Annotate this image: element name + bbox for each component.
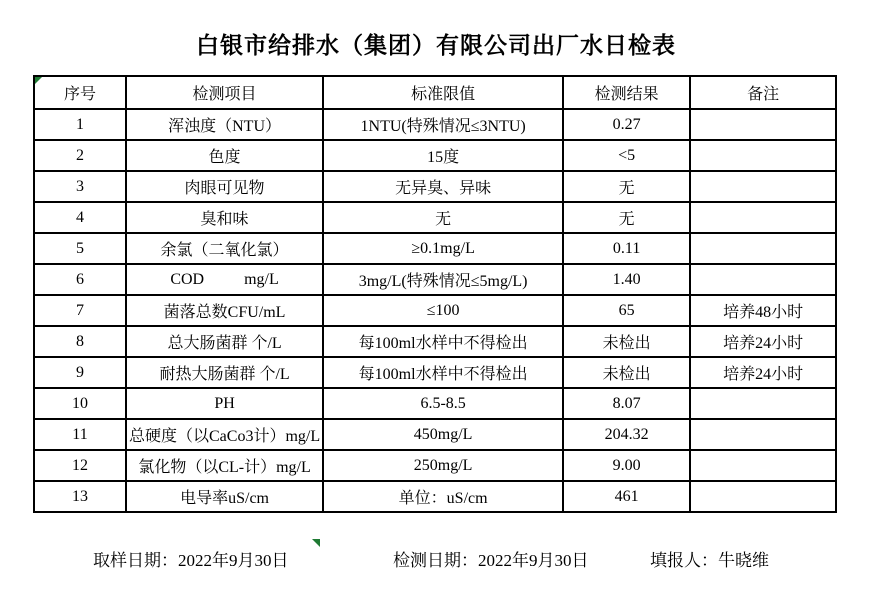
cell-item[interactable]: 菌落总数CFU/mL	[126, 295, 323, 326]
page-title: 白银市给排水（集团）有限公司出厂水日检表	[196, 33, 676, 58]
cell-no[interactable]: 8	[34, 326, 126, 357]
table-row	[34, 264, 836, 295]
table-row	[34, 388, 836, 419]
cell-remark[interactable]	[690, 481, 836, 512]
cell-remark[interactable]	[690, 202, 836, 233]
cell-remark[interactable]	[690, 388, 836, 419]
cell-item[interactable]: 臭和味	[126, 202, 323, 233]
header-cell-result[interactable]: 检测结果	[563, 76, 690, 109]
cell-limit[interactable]: ≥0.1mg/L	[323, 233, 563, 264]
cell-no[interactable]: 1	[34, 109, 126, 140]
footer	[0, 546, 872, 570]
cell-limit[interactable]: 3mg/L(特殊情况≤5mg/L)	[323, 264, 563, 295]
cell-limit[interactable]: 15度	[323, 140, 563, 171]
cell-remark[interactable]: 培养24小时	[690, 326, 836, 357]
cell-result[interactable]: 65	[563, 295, 690, 326]
cell-result[interactable]: 无	[563, 171, 690, 202]
cell-result[interactable]: 0.27	[563, 109, 690, 140]
cell-result[interactable]: 461	[563, 481, 690, 512]
cell-limit[interactable]: 无	[323, 202, 563, 233]
cell-remark[interactable]	[690, 109, 836, 140]
header-row	[34, 76, 836, 109]
header-cell-remark[interactable]: 备注	[690, 76, 836, 109]
cell-result[interactable]: <5	[563, 140, 690, 171]
cell-limit[interactable]: 无异臭、异味	[323, 171, 563, 202]
cell-no[interactable]: 11	[34, 419, 126, 450]
cell-no[interactable]: 3	[34, 171, 126, 202]
cell-result[interactable]: 无	[563, 202, 690, 233]
sampling-date-text: 取样日期：2022年9月30日	[93, 551, 289, 570]
cell-no[interactable]: 4	[34, 202, 126, 233]
cell-result[interactable]: 8.07	[563, 388, 690, 419]
cell-result[interactable]: 未检出	[563, 357, 690, 388]
cell-item[interactable]: 耐热大肠菌群 个/L	[126, 357, 323, 388]
cell-no[interactable]: 7	[34, 295, 126, 326]
table-body	[34, 109, 836, 512]
table-row	[34, 450, 836, 481]
cell-remark[interactable]: 培养24小时	[690, 357, 836, 388]
cell-remark[interactable]	[690, 419, 836, 450]
table-row	[34, 202, 836, 233]
cell-item[interactable]: 氯化物（以CL-计）mg/L	[126, 450, 323, 481]
cell-limit[interactable]: 450mg/L	[323, 419, 563, 450]
cell-remark[interactable]	[690, 140, 836, 171]
table-row	[34, 481, 836, 512]
cell-item[interactable]: 总硬度（以CaCo3计）mg/L	[126, 419, 323, 450]
cell-result[interactable]: 1.40	[563, 264, 690, 295]
cell-limit[interactable]: 1NTU(特殊情况≤3NTU)	[323, 109, 563, 140]
cell-result[interactable]: 9.00	[563, 450, 690, 481]
cell-result[interactable]: 未检出	[563, 326, 690, 357]
cell-remark[interactable]	[690, 171, 836, 202]
table-row	[34, 326, 836, 357]
cell-no[interactable]: 10	[34, 388, 126, 419]
cell-item[interactable]: 肉眼可见物	[126, 171, 323, 202]
header-cell-item[interactable]: 检测项目	[126, 76, 323, 109]
table-row	[34, 357, 836, 388]
cell-remark[interactable]	[690, 264, 836, 295]
cell-remark[interactable]: 培养48小时	[690, 295, 836, 326]
cell-item[interactable]: 浑浊度（NTU）	[126, 109, 323, 140]
cell-no[interactable]: 9	[34, 357, 126, 388]
inspection-table	[33, 75, 837, 513]
table-row	[34, 140, 836, 171]
cell-no[interactable]: 6	[34, 264, 126, 295]
cell-limit[interactable]: 6.5-8.5	[323, 388, 563, 419]
cell-no[interactable]: 12	[34, 450, 126, 481]
table-row	[34, 109, 836, 140]
cell-no[interactable]: 2	[34, 140, 126, 171]
cell-limit[interactable]: 每100ml水样中不得检出	[323, 357, 563, 388]
cell-result[interactable]: 0.11	[563, 233, 690, 264]
cell-item[interactable]: 色度	[126, 140, 323, 171]
cell-limit[interactable]: 每100ml水样中不得检出	[323, 326, 563, 357]
cell-limit[interactable]: 单位：uS/cm	[323, 481, 563, 512]
cell-result[interactable]: 204.32	[563, 419, 690, 450]
cell-item[interactable]: 总大肠菌群 个/L	[126, 326, 323, 357]
test-date-text: 检测日期：2022年9月30日	[393, 551, 589, 570]
cell-item[interactable]: PH	[126, 388, 323, 419]
header-cell-no[interactable]: 序号	[34, 76, 126, 109]
cell-item[interactable]: COD mg/L	[126, 264, 323, 295]
table-row	[34, 295, 836, 326]
reporter-text: 填报人：牛晓维	[650, 551, 769, 570]
cell-limit[interactable]: 250mg/L	[323, 450, 563, 481]
cell-remark[interactable]	[690, 450, 836, 481]
table-row	[34, 233, 836, 264]
cell-item[interactable]: 电导率uS/cm	[126, 481, 323, 512]
cell-limit[interactable]: ≤100	[323, 295, 563, 326]
table-row	[34, 419, 836, 450]
table-row	[34, 171, 836, 202]
header-cell-limit[interactable]: 标准限值	[323, 76, 563, 109]
cell-no[interactable]: 13	[34, 481, 126, 512]
cell-remark[interactable]	[690, 233, 836, 264]
cell-item[interactable]: 余氯（二氧化氯）	[126, 233, 323, 264]
cell-no[interactable]: 5	[34, 233, 126, 264]
